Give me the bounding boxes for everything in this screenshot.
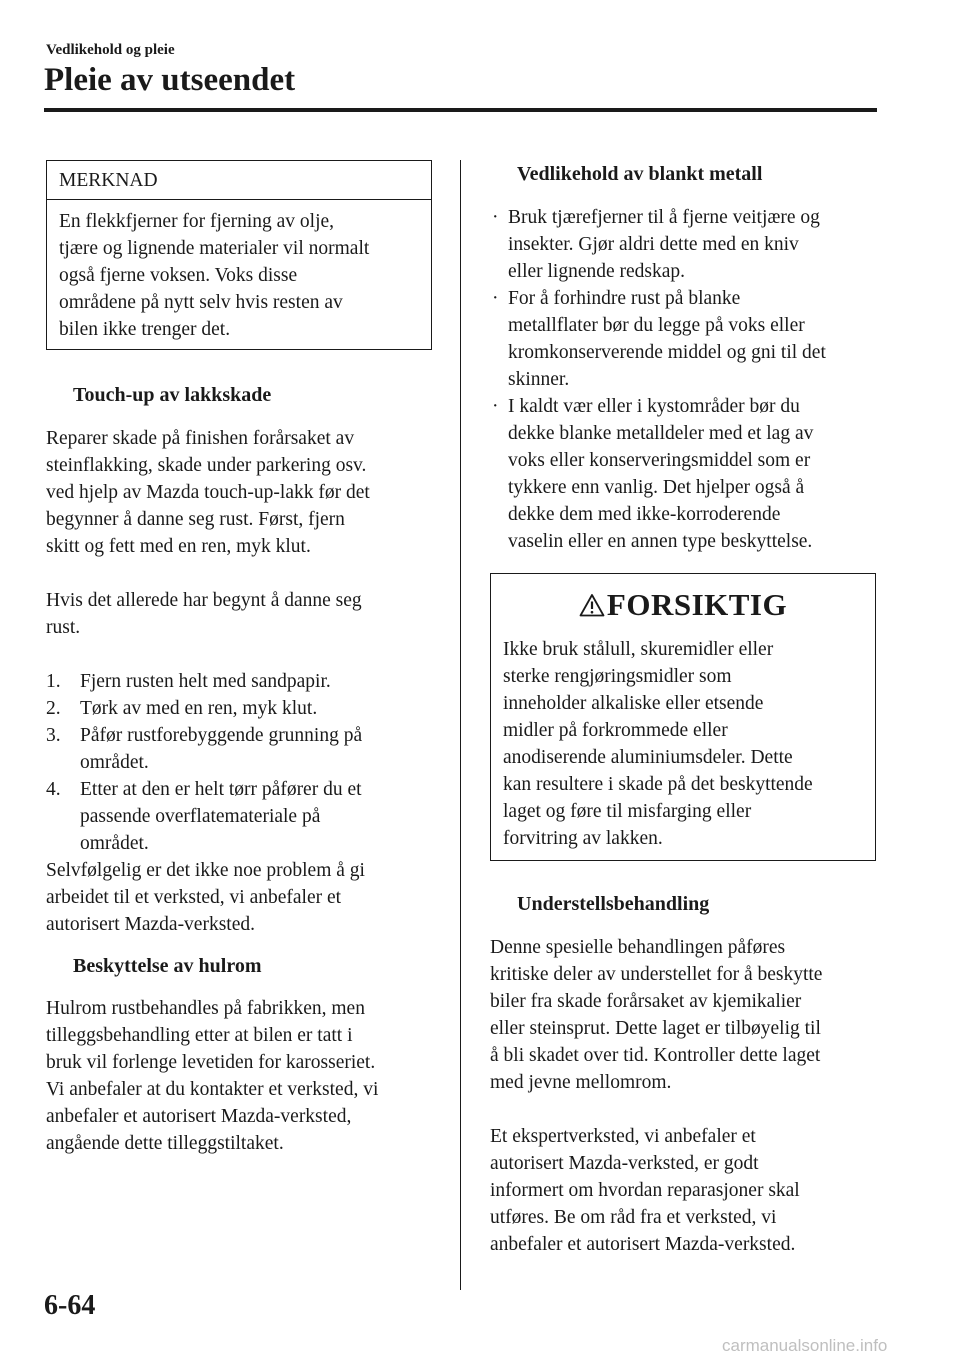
text-line: Vi anbefaler at du kontakter et verksted, vi xyxy=(46,1079,379,1100)
text-line: autorisert Mazda-verksted. xyxy=(46,914,255,935)
touchup-paragraph-2 xyxy=(46,587,434,641)
text-line: anbefaler et autorisert Mazda-verksted. xyxy=(490,1234,796,1255)
text-line: Hulrom rustbehandles på fabrikken, men xyxy=(46,998,365,1019)
text-line: kromkonserverende middel og gni til det xyxy=(508,342,826,363)
text-line: anodiserende aluminiumsdeler. Dette xyxy=(503,747,793,768)
text-line: skinner. xyxy=(508,369,570,390)
text-line: metallflater bør du legge på voks eller xyxy=(508,315,805,336)
text-line: midler på forkrommede eller xyxy=(503,720,728,741)
right-column xyxy=(490,160,878,1258)
text-line: autorisert Mazda-verksted, er godt xyxy=(490,1153,759,1174)
text-line: insekter. Gjør aldri dette med en kniv xyxy=(508,234,799,255)
page-title: Pleie av utseendet xyxy=(44,62,296,98)
text-line: Ikke bruk stålull, skuremidler eller xyxy=(503,639,774,660)
list-item xyxy=(46,695,434,722)
text-line: Denne spesielle behandlingen påføres xyxy=(490,937,786,958)
text-line: området. xyxy=(80,833,149,854)
text-line: tilleggsbehandling etter at bilen er tatt i xyxy=(46,1025,353,1046)
list-item xyxy=(46,776,434,857)
text-line: Hvis det allerede har begynt å danne seg xyxy=(46,590,362,611)
text-line: Selvfølgelig er det ikke noe problem å gi xyxy=(46,860,365,881)
list-item xyxy=(46,722,434,776)
text-line: Et ekspertverksted, vi anbefaler et xyxy=(490,1126,756,1147)
text-line: inneholder alkaliske eller etsende xyxy=(503,693,764,714)
column-divider xyxy=(460,160,461,1290)
list-item xyxy=(490,393,878,555)
metal-heading: Vedlikehold av blankt metall xyxy=(517,163,763,185)
section-label: Vedlikehold og pleie xyxy=(46,42,175,58)
note-line: tjære og lignende materialer vil normalt xyxy=(59,238,370,259)
note-box xyxy=(46,160,432,350)
text-line: ved hjelp av Mazda touch-up-lakk før det xyxy=(46,482,370,503)
step-number: 1. xyxy=(46,671,61,692)
page-number: 6-64 xyxy=(44,1290,96,1321)
text-line: tykkere enn vanlig. Det hjelper også å xyxy=(508,477,805,498)
caution-box xyxy=(490,573,876,861)
underbody-paragraph-1 xyxy=(490,934,878,1096)
left-column xyxy=(46,160,434,1157)
text-line: eller steinsprut. Dette laget er tilbøyelig til xyxy=(490,1018,821,1039)
text-line: rust. xyxy=(46,617,81,638)
repair-steps-list xyxy=(46,668,434,857)
list-item xyxy=(46,668,434,695)
touchup-paragraph-1 xyxy=(46,425,434,560)
watermark: carmanualsonline.info xyxy=(722,1336,888,1355)
note-line: også fjerne voksen. Voks disse xyxy=(59,265,298,286)
text-line: dekke blanke metalldeler med et lag av xyxy=(508,423,814,444)
text-line: kritiske deler av understellet for å beskytte xyxy=(490,964,823,985)
warning-triangle-icon xyxy=(579,593,605,617)
list-item xyxy=(490,285,878,393)
text-line: dekke dem med ikke-korroderende xyxy=(508,504,781,525)
bullet-dot: · xyxy=(492,396,499,417)
text-line: anbefaler et autorisert Mazda-verksted, xyxy=(46,1106,352,1127)
text-line: forvitring av lakken. xyxy=(503,828,663,849)
text-line: laget og føre til misfarging eller xyxy=(503,801,752,822)
list-item xyxy=(490,204,878,285)
bullet-dot: · xyxy=(492,288,499,309)
text-line: informert om hvordan reparasjoner skal xyxy=(490,1180,800,1201)
text-line: steinflakking, skade under parkering osv. xyxy=(46,455,367,476)
text-line: å bli skadet over tid. Kontroller dette laget xyxy=(490,1045,821,1066)
text-line: I kaldt vær eller i kystområder bør du xyxy=(508,396,800,417)
text-line: med jevne mellomrom. xyxy=(490,1072,672,1093)
text-line: biler fra skade forårsaket av kjemikalier xyxy=(490,991,802,1012)
text-line: eller lignende redskap. xyxy=(508,261,686,282)
header-rule xyxy=(44,108,877,112)
text-line: skitt og fett med en ren, myk klut. xyxy=(46,536,311,557)
text-line: passende overflatemateriale på xyxy=(80,806,321,827)
text-line: Påfør rustforebyggende grunning på xyxy=(80,725,363,746)
touchup-heading: Touch-up av lakkskade xyxy=(73,384,272,406)
caution-body xyxy=(491,630,875,860)
text-line: Tørk av med en ren, myk klut. xyxy=(80,698,318,719)
step-number: 3. xyxy=(46,725,61,746)
cavity-paragraph xyxy=(46,995,434,1157)
text-line: bruk vil forlenge levetiden for karosseriet. xyxy=(46,1052,376,1073)
text-line: begynner å danne seg rust. Først, fjern xyxy=(46,509,345,530)
bullet-dot: · xyxy=(492,207,499,228)
text-line: sterke rengjøringsmidler som xyxy=(503,666,732,687)
text-line: området. xyxy=(80,752,149,773)
caution-heading: FORSIKTIG xyxy=(606,587,788,622)
text-line: angående dette tilleggstiltaket. xyxy=(46,1133,284,1154)
note-heading: MERKNAD xyxy=(47,161,431,200)
text-line: Etter at den er helt tørr påfører du et xyxy=(80,779,362,800)
step-number: 4. xyxy=(46,779,61,800)
underbody-paragraph-2 xyxy=(490,1123,878,1258)
touchup-paragraph-3 xyxy=(46,857,434,938)
text-line: utføres. Be om råd fra et verksted, vi xyxy=(490,1207,777,1228)
text-line: Bruk tjærefjerner til å fjerne veitjære og xyxy=(508,207,820,228)
text-line: Fjern rusten helt med sandpapir. xyxy=(80,671,331,692)
cavity-heading: Beskyttelse av hulrom xyxy=(73,955,262,977)
note-line: områdene på nytt selv hvis resten av xyxy=(59,292,343,313)
text-line: For å forhindre rust på blanke xyxy=(508,288,741,309)
text-line: voks eller konserveringsmiddel som er xyxy=(508,450,811,471)
text-line: arbeidet til et verksted, vi anbefaler et xyxy=(46,887,342,908)
note-line: bilen ikke trenger det. xyxy=(59,319,231,340)
text-line: kan resultere i skade på det beskyttende xyxy=(503,774,813,795)
text-line: vaselin eller en annen type beskyttelse. xyxy=(508,531,813,552)
step-number: 2. xyxy=(46,698,61,719)
caution-header xyxy=(491,580,875,630)
metal-bullet-list xyxy=(490,204,878,555)
text-line: Reparer skade på finishen forårsaket av xyxy=(46,428,355,449)
underbody-heading: Understellsbehandling xyxy=(517,893,710,915)
note-body xyxy=(47,200,431,349)
note-line: En flekkfjerner for fjerning av olje, xyxy=(59,211,335,232)
